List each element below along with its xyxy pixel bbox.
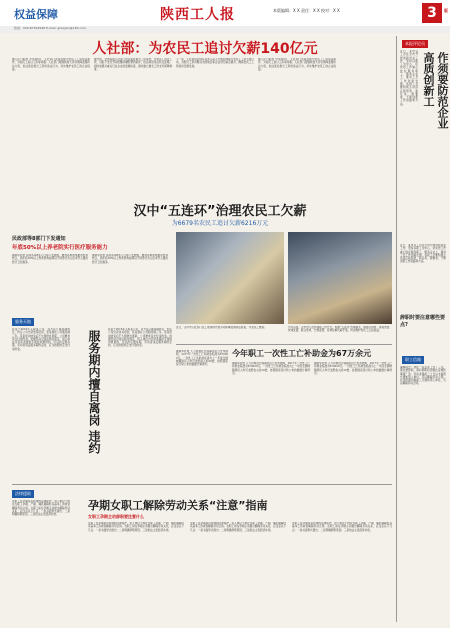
feature-photo-1 [176, 232, 284, 324]
masthead: 陕西工人报 [160, 7, 235, 23]
bottom-title: 孕期女职工解除劳动关系“注意”指南 [88, 499, 268, 512]
left-body: 张某于2016年入职某公司，双方签订服务期协议，约定公司出资送其培训，张某须在公司服务满三年。张某培训结束后不久即擅自离职，公司要求其支付违约金。依据劳动合同法相关规定，用人单位为劳动者提供专项培训费用的，可以约定服务期，劳动者违反服务期约定的，应当按照约定支付违约金。 [12, 328, 70, 351]
page-number-digit: 3 [427, 5, 437, 21]
bottom-body-3: 女职工在孕期享有特殊的法律保护，用人单位不得在女职工孕期、产期、哺乳期降低其基本工资或者解除劳动合同。女职工如在孕期主动提出解除劳动关系，应注意以下几点：一是书面形式提出；二是明确辞职原因；三是依法主张经济补偿。 [292, 522, 392, 532]
bottom-body-left: 女职工在孕期享有特殊的法律保护，用人单位不得在女职工孕期、产期、哺乳期降低其基本工资或者解除劳动合同。女职工如在孕期主动提出解除劳动关系，应注意以下几点：一是书面形式提出；二是明确辞职原因；三是依法主张经济补偿。 [12, 500, 70, 517]
right-tag: 本报评论员 [402, 40, 428, 48]
page-label: 版 [444, 8, 448, 13]
bottom-divider [12, 484, 392, 485]
page-number [422, 3, 442, 23]
right-body-narrow: 近日，某市总工会在全市开展创新创业工作，坚持以职工为中心，切实把工作重心放在服务职工、服务企业上，推动工会工作创新发展。各级工会要积极主动适应新形势、新任务、新要求，不断创新工作思路和方法。 [400, 50, 418, 106]
bottom-body-1: 女职工在孕期享有特殊的法律保护，用人单位不得在女职工孕期、产期、哺乳期降低其基本工资或者解除劳动合同。女职工如在孕期主动提出解除劳动关系，应注意以下几点：一是书面形式提出；二是明确辞职原因；三是依法主张经济补偿。 [88, 522, 184, 532]
left-body-2: 张某于2016年入职某公司，双方签订服务期协议，约定公司出资送其培训，张某须在公司服务满三年。张某培训结束后不久即擅自离职，公司要求其支付违约金。依据劳动合同法相关规定，用人单位为劳动者提供专项培训费用的，可以约定服务期，劳动者违反服务期约定的，应当按照约定支付违约金。 [108, 328, 172, 348]
brief-body-2: 据新华社电 民政部等8部门日前下发通知，要求各地加快推进医养结合，到年底50%以上养老机构能够以不同形式为入住老年人提供医疗卫生服务。 [92, 254, 168, 264]
right-box-title: 辞职时要注意哪些要点? [400, 315, 446, 328]
contact-text: 热线：029-87344546 E-mail: grbqybx@163.com [14, 26, 86, 30]
middle-body-2: 据新华社电 人力资源社会保障部近日发布通知，2017年一次性工亡补助金标准为670020元。一次性工亡补助金标准为上一年度全国城镇居民人均可支配收入的20倍，按照国家统计局公布的数据计算得出。 [314, 362, 392, 375]
brief-body: 据新华社电 民政部等8部门日前下发通知，要求各地加快推进医养结合，到年底50%以上养老机构能够以不同形式为入住老年人提供医疗卫生服务。 [12, 254, 88, 264]
feature-body: 今年以来，汉中市人社局创新工作方式，构建“五连环”治理模式，即源头预防、排查预警、快速处置、联合惩戒、长效监管，有效化解欠薪矛盾，切实维护农民工合法权益。 [288, 326, 392, 333]
middle-body-1: 据新华社电 人力资源社会保障部近日发布通知，2017年一次性工亡补助金标准为670020元。一次性工亡补助金标准为上一年度全国城镇居民人均可支配收入的20倍，按照国家统计局公布的数据计算得出。 [232, 362, 310, 375]
lead-body-2: 据介绍，全国各级人社部门依法查处拖欠工资案件，为农民工追讨工资，对拒不支付劳动报酬涉嫌犯罪的案件，依法移送司法机关处理。同时加强对重点行业企业的监督检查，推动建立健全工资支付保障制度。 [94, 58, 172, 71]
brief-title: 民政部等8部门下发通知 [12, 236, 66, 242]
lead-body-4: 据人民日报电 今年前5月，人社部门共查处拖欠农民工工资违法案件，为农民工追讨工资等待遇。人社部门将继续加大劳动保障监察执法力度，依法查处拖欠工资的违法行为，切实维护农民工的合法权益。 [258, 58, 336, 71]
right-body-1: 近日，某市总工会在全市开展创新创业工作，坚持以职工为中心，切实把工作重心放在服务职工、服务企业上，推动工会工作创新发展。各级工会要积极主动适应新形势、新任务、新要求，不断创新工作思路和方法。 [400, 244, 446, 264]
bottom-qa-title: 女职工孕期主动辞职要注意什么 [88, 514, 144, 519]
lead-body-3: 下一步，人社部将会同有关部门深入开展治理拖欠农民工工资专项行动，对拖欠工资问题突出的地区和企业进行重点督办，确保农民工工资按时足额发放。 [176, 58, 254, 68]
section-name: 权益保障 [14, 8, 58, 21]
page-info: 本版编辑：X X 责任：X X 校对：X X [273, 8, 340, 13]
bottom-tag: 法律援助 [12, 490, 34, 498]
right-vertical-title-1: 高质创新工 [422, 52, 435, 107]
left-vertical-title: 服务期内擅自离岗 违约 [87, 330, 101, 455]
feature-subtitle: 为6679名农民工追讨欠薪6216万元 [171, 220, 269, 227]
feature-title: 汉中“五连环”治理农民工欠薪 [133, 204, 307, 219]
middle-divider [176, 344, 392, 345]
contact-line [0, 26, 450, 33]
lead-body-1: 据人民日报电 今年前5月，人社部门共查处拖欠农民工工资违法案件，为农民工追讨工资等待遇。人社部门将继续加大劳动保障监察执法力度，依法查处拖欠工资的违法行为，切实维护农民工的合法权益。 [12, 58, 90, 71]
right-body-2: 编辑同志：我在一家企业工作了三年，现在想辞职，请问辞职时需要注意哪些事项？答：劳动者提前三十日以书面形式通知用人单位，可以解除劳动合同。在试用期内提前三日通知用人单位，可以解除劳动合同。 [400, 366, 446, 386]
right-tag-2: 职工信箱 [402, 356, 424, 364]
middle-title: 今年职工一次性工亡补助金为67万余元 [232, 349, 372, 358]
right-vertical-title-2: 作须要防范企业 [436, 52, 449, 129]
left-tag: 服务天地 [12, 318, 34, 326]
middle-body-left: 据新华社电 人力资源社会保障部近日发布通知，2017年一次性工亡补助金标准为670020元。一次性工亡补助金标准为上一年度全国城镇居民人均可支配收入的20倍，按照国家统计局公布的数据计算得出。 [176, 350, 228, 367]
feature-photo-2 [288, 232, 392, 324]
right-divider [396, 36, 397, 622]
lead-title: 人社部：为农民工追讨欠薪140亿元 [92, 41, 318, 57]
bottom-body-2: 女职工在孕期享有特殊的法律保护，用人单位不得在女职工孕期、产期、哺乳期降低其基本工资或者解除劳动合同。女职工如在孕期主动提出解除劳动关系，应注意以下几点：一是书面形式提出；二是明确辞职原因；三是依法主张经济补偿。 [190, 522, 286, 532]
brief-subtitle: 年底50%以上养老院实行医疗服务能力 [12, 245, 108, 251]
feature-caption: 近日，汉中市人社部门在工地现场开展劳动保障监察执法检查，为农民工维权。 [176, 326, 267, 329]
